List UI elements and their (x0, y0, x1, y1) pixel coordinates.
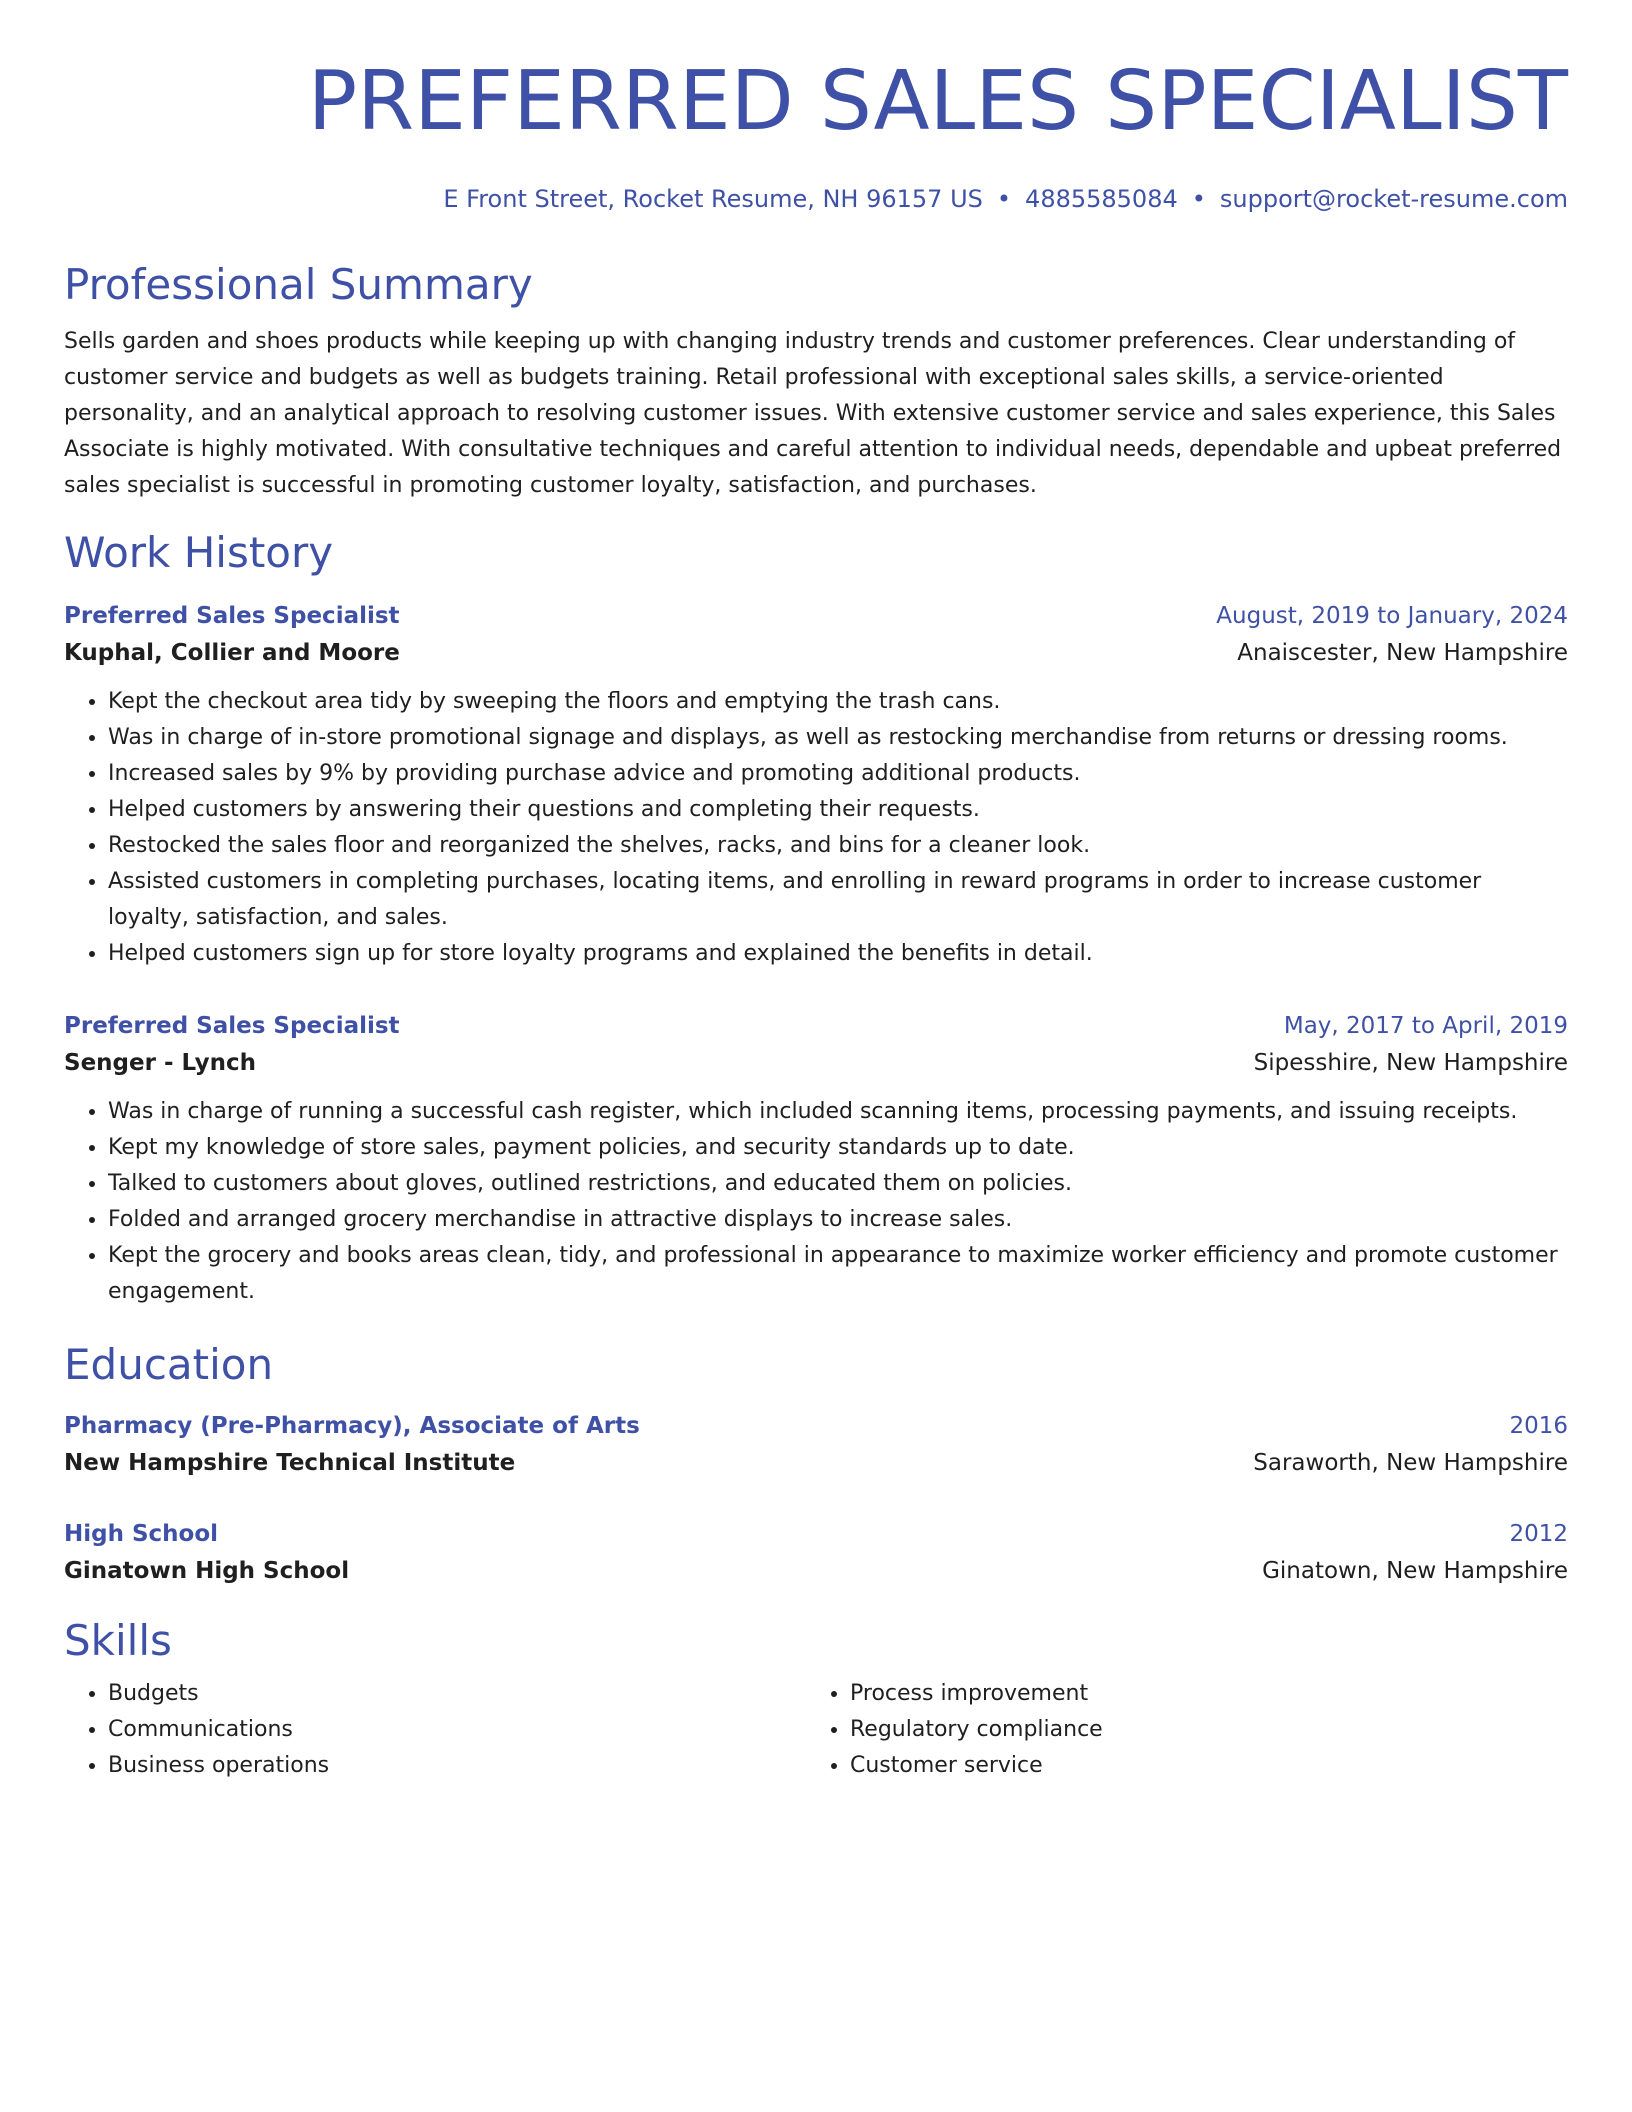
job-dates: May, 2017 to April, 2019 (1283, 1013, 1568, 1039)
address: E Front Street, Rocket Resume, NH 96157 US (443, 185, 983, 213)
school-location: Ginatown, New Hampshire (1262, 1558, 1568, 1584)
job-company: Senger - Lynch (64, 1050, 256, 1076)
skill-item: • Communications (108, 1712, 806, 1748)
candidate-name: PREFERRED SALES SPECIALIST (307, 54, 1568, 149)
job-company: Kuphal, Collier and Moore (64, 640, 400, 666)
summary-text: Sells garden and shoes products while keeping up with changing industry trends and customer preferences. Clear understanding of customer service and budgets as well as budgets training. Retail professional with exceptional sales skills, a service-oriented personality, and an analytical approach to resolving customer issues. With extensive customer service and sales experience, this Sales Associate is highly motivated. With consultative techniques and careful attention to individual needs, dependable and upbeat preferred sales specialist is successful in promoting customer loyalty, satisfaction, and purchases. (64, 329, 1562, 498)
skill-item: • Budgets (108, 1676, 806, 1712)
school-name: Ginatown High School (64, 1558, 350, 1584)
contact-line (64, 184, 1568, 214)
skill-item: • Regulatory compliance (850, 1712, 1548, 1748)
work-history-heading: Work History (64, 528, 334, 577)
job-location: Sipesshire, New Hampshire (1253, 1050, 1568, 1076)
degree: Pharmacy (Pre-Pharmacy), Associate of Arts (64, 1413, 640, 1439)
job-location: Anaiscester, New Hampshire (1237, 640, 1568, 666)
job-role: Preferred Sales Specialist (64, 603, 400, 629)
resume-header (64, 0, 1568, 214)
job-role: Preferred Sales Specialist (64, 1013, 400, 1039)
graduation-year: 2012 (1509, 1521, 1568, 1547)
graduation-year: 2016 (1509, 1413, 1568, 1439)
separator-dot: • (996, 185, 1012, 213)
phone: 4885585084 (1025, 185, 1178, 213)
list-item: • Talked to customers about gloves, outlined restrictions, and educated them on policies. (108, 1166, 1568, 1202)
degree: High School (64, 1521, 219, 1547)
list-item: • Was in charge of in-store promotional signage and displays, as well as restocking merchandise from returns or dressing rooms. (108, 720, 1568, 756)
list-item: • Kept the checkout area tidy by sweeping the floors and emptying the trash cans. (108, 684, 1568, 720)
separator-dot: • (1191, 185, 1206, 213)
skill-item: • Process improvement (850, 1676, 1548, 1712)
education-heading: Education (64, 1340, 274, 1389)
list-item: • Folded and arranged grocery merchandise in attractive displays to increase sales. (108, 1202, 1568, 1238)
skill-item: • Business operations (108, 1748, 806, 1784)
email: support@rocket-resume.com (1219, 185, 1568, 213)
job-dates: August, 2019 to January, 2024 (1216, 603, 1568, 629)
education-entry (64, 1408, 1568, 1482)
list-item: • Helped customers sign up for store loyalty programs and explained the benefits in detail. (108, 936, 1568, 972)
skills-column-right (806, 1676, 1548, 1784)
list-item: • Increased sales by 9% by providing purchase advice and promoting additional products. (108, 756, 1568, 792)
job-entry (64, 598, 1568, 972)
school-name: New Hampshire Technical Institute (64, 1450, 516, 1476)
skill-item: • Customer service (850, 1748, 1548, 1784)
school-location: Saraworth, New Hampshire (1253, 1450, 1568, 1476)
list-item: • Kept my knowledge of store sales, payment policies, and security standards up to date. (108, 1130, 1568, 1166)
list-item: • Restocked the sales floor and reorganized the shelves, racks, and bins for a cleaner look. (108, 828, 1568, 864)
list-item: • Was in charge of running a successful cash register, which included scanning items, processing payments, and issuing receipts. (108, 1094, 1568, 1130)
job-bullets (64, 1094, 1568, 1310)
skills-heading: Skills (64, 1616, 172, 1665)
job-bullets (64, 684, 1568, 972)
job-entry (64, 1008, 1568, 1310)
skills-column-left (64, 1676, 806, 1784)
list-item: • Helped customers by answering their questions and completing their requests. (108, 792, 1568, 828)
education-entry (64, 1516, 1568, 1590)
list-item: • Kept the grocery and books areas clean, tidy, and professional in appearance to maximize worker efficiency and promote customer engagement. (108, 1238, 1568, 1310)
list-item: • Assisted customers in completing purchases, locating items, and enrolling in reward programs in order to increase customer loyalty, satisfaction, and sales. (108, 864, 1568, 936)
summary-heading: Professional Summary (64, 260, 533, 309)
skills-list (64, 1676, 1568, 1784)
